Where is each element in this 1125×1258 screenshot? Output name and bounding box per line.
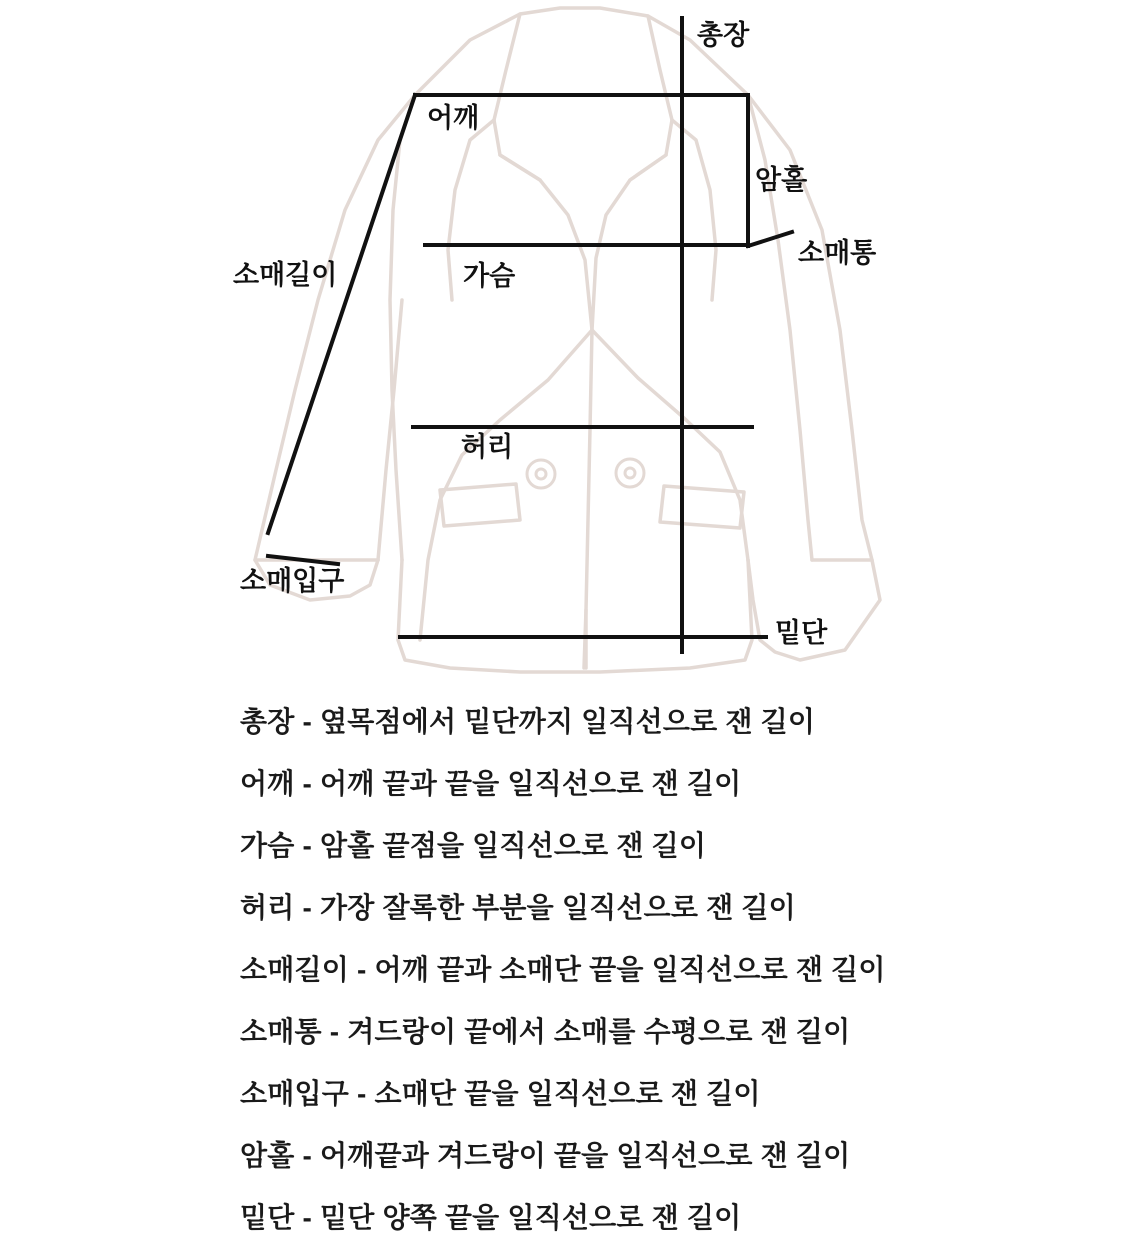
dim-label-sleeve-length: 소매길이 xyxy=(233,260,338,290)
measurement-legend xyxy=(0,700,1125,1258)
legend-item: 암홀 - 어깨끝과 겨드랑이 끝을 일직선으로 잰 길이 xyxy=(240,1140,851,1171)
dim-label-sleeve-width: 소매통 xyxy=(798,238,877,268)
legend-item: 소매길이 - 어깨 끝과 소매단 끝을 일직선으로 잰 길이 xyxy=(240,954,886,985)
legend-item: 총장 - 옆목점에서 밑단까지 일직선으로 잰 길이 xyxy=(240,706,816,737)
dim-label-hem: 밑단 xyxy=(775,618,828,648)
measurement-lines xyxy=(268,18,792,652)
dim-label-armhole: 암홀 xyxy=(755,165,808,195)
legend-item: 허리 - 가장 잘록한 부분을 일직선으로 잰 길이 xyxy=(240,892,796,923)
dim-label-waist: 허리 xyxy=(461,432,514,462)
garment-outline xyxy=(255,8,880,672)
button-icons xyxy=(527,459,644,488)
legend-item: 밑단 - 밑단 양쪽 끝을 일직선으로 잰 길이 xyxy=(240,1202,742,1233)
dim-label-chest: 가슴 xyxy=(463,261,516,291)
legend-item: 소매입구 - 소매단 끝을 일직선으로 잰 길이 xyxy=(240,1078,761,1109)
dim-label-shoulder: 어깨 xyxy=(427,103,480,133)
legend-item: 가슴 - 암홀 끝점을 일직선으로 잰 길이 xyxy=(240,830,707,861)
legend-item: 어깨 - 어깨 끝과 끝을 일직선으로 잰 길이 xyxy=(240,768,742,799)
legend-item: 소매통 - 겨드랑이 끝에서 소매를 수평으로 잰 길이 xyxy=(240,1016,851,1047)
dim-label-cuff: 소매입구 xyxy=(240,566,345,596)
dim-label-total-length: 총장 xyxy=(697,20,750,50)
